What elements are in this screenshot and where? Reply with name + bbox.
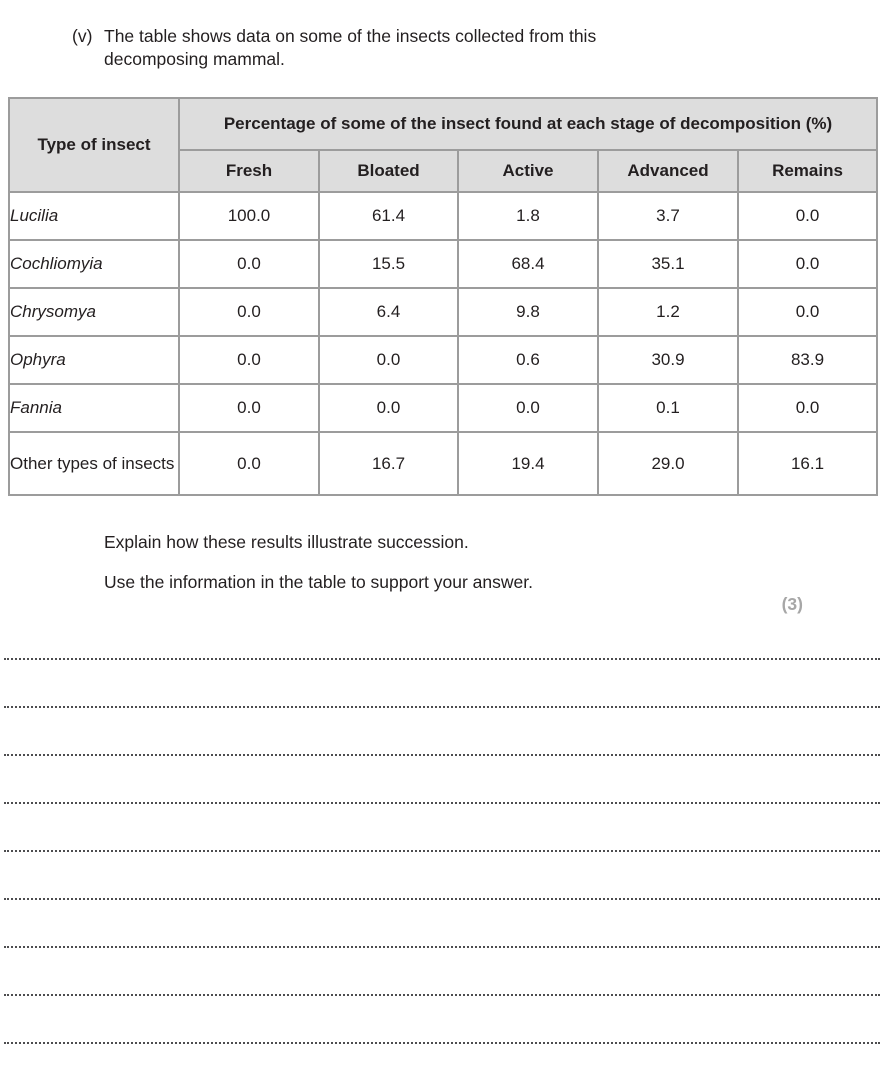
question-block bbox=[72, 25, 596, 71]
insect-name-cell: Lucilia bbox=[9, 192, 179, 240]
insect-data-table bbox=[8, 97, 878, 496]
answer-line bbox=[4, 802, 880, 804]
value-cell: 0.0 bbox=[738, 192, 877, 240]
corner-header-type-of-insect: Type of insect bbox=[9, 98, 179, 192]
table-row-chrysomya bbox=[9, 288, 877, 336]
stage-header-bloated: Bloated bbox=[319, 150, 458, 192]
answer-line bbox=[4, 706, 880, 708]
stage-header-advanced: Advanced bbox=[598, 150, 738, 192]
value-cell: 0.0 bbox=[738, 384, 877, 432]
stage-header-remains: Remains bbox=[738, 150, 877, 192]
value-cell: 19.4 bbox=[458, 432, 598, 495]
question-text bbox=[104, 25, 596, 71]
value-cell: 0.0 bbox=[738, 288, 877, 336]
insect-name-cell: Other types of insects bbox=[9, 432, 179, 495]
insect-name-cell: Ophyra bbox=[9, 336, 179, 384]
value-cell: 16.1 bbox=[738, 432, 877, 495]
insect-name-cell: Cochliomyia bbox=[9, 240, 179, 288]
table-row-cochliomyia bbox=[9, 240, 877, 288]
value-cell: 6.4 bbox=[319, 288, 458, 336]
question-text-line2: decomposing mammal. bbox=[104, 49, 285, 69]
insect-name-cell: Fannia bbox=[9, 384, 179, 432]
table-header-row-group bbox=[9, 98, 877, 150]
value-cell: 1.2 bbox=[598, 288, 738, 336]
group-header-percentage: Percentage of some of the insect found at each stage of decomposition (%) bbox=[179, 98, 877, 150]
value-cell: 30.9 bbox=[598, 336, 738, 384]
value-cell: 16.7 bbox=[319, 432, 458, 495]
answer-line bbox=[4, 850, 880, 852]
value-cell: 0.0 bbox=[179, 384, 319, 432]
stage-header-active: Active bbox=[458, 150, 598, 192]
value-cell: 15.5 bbox=[319, 240, 458, 288]
instruction-support: Use the information in the table to support your answer. bbox=[104, 572, 533, 592]
value-cell: 0.1 bbox=[598, 384, 738, 432]
value-cell: 68.4 bbox=[458, 240, 598, 288]
table-row-fannia bbox=[9, 384, 877, 432]
answer-line bbox=[4, 994, 880, 996]
value-cell: 3.7 bbox=[598, 192, 738, 240]
answer-line bbox=[4, 898, 880, 900]
value-cell: 35.1 bbox=[598, 240, 738, 288]
value-cell: 0.0 bbox=[319, 384, 458, 432]
value-cell: 0.6 bbox=[458, 336, 598, 384]
insect-name-cell: Chrysomya bbox=[9, 288, 179, 336]
question-number: (v) bbox=[72, 26, 93, 46]
answer-line bbox=[4, 1042, 880, 1044]
question-text-line1: The table shows data on some of the insects collected from this bbox=[104, 26, 597, 46]
value-cell: 0.0 bbox=[738, 240, 877, 288]
value-cell: 0.0 bbox=[179, 432, 319, 495]
table-row-ophyra bbox=[9, 336, 877, 384]
value-cell: 83.9 bbox=[738, 336, 877, 384]
value-cell: 61.4 bbox=[319, 192, 458, 240]
value-cell: 9.8 bbox=[458, 288, 598, 336]
answer-line bbox=[4, 754, 880, 756]
instruction-explain: Explain how these results illustrate succession. bbox=[104, 532, 469, 552]
table-row-other-insects bbox=[9, 432, 877, 495]
answer-line bbox=[4, 946, 880, 948]
value-cell: 1.8 bbox=[458, 192, 598, 240]
stage-header-fresh: Fresh bbox=[179, 150, 319, 192]
value-cell: 0.0 bbox=[458, 384, 598, 432]
value-cell: 0.0 bbox=[319, 336, 458, 384]
value-cell: 0.0 bbox=[179, 336, 319, 384]
value-cell: 29.0 bbox=[598, 432, 738, 495]
value-cell: 100.0 bbox=[179, 192, 319, 240]
value-cell: 0.0 bbox=[179, 240, 319, 288]
answer-area bbox=[4, 658, 880, 1044]
marks-badge: (3) bbox=[781, 594, 803, 614]
value-cell: 0.0 bbox=[179, 288, 319, 336]
answer-line bbox=[4, 658, 880, 660]
table-row-lucilia bbox=[9, 192, 877, 240]
